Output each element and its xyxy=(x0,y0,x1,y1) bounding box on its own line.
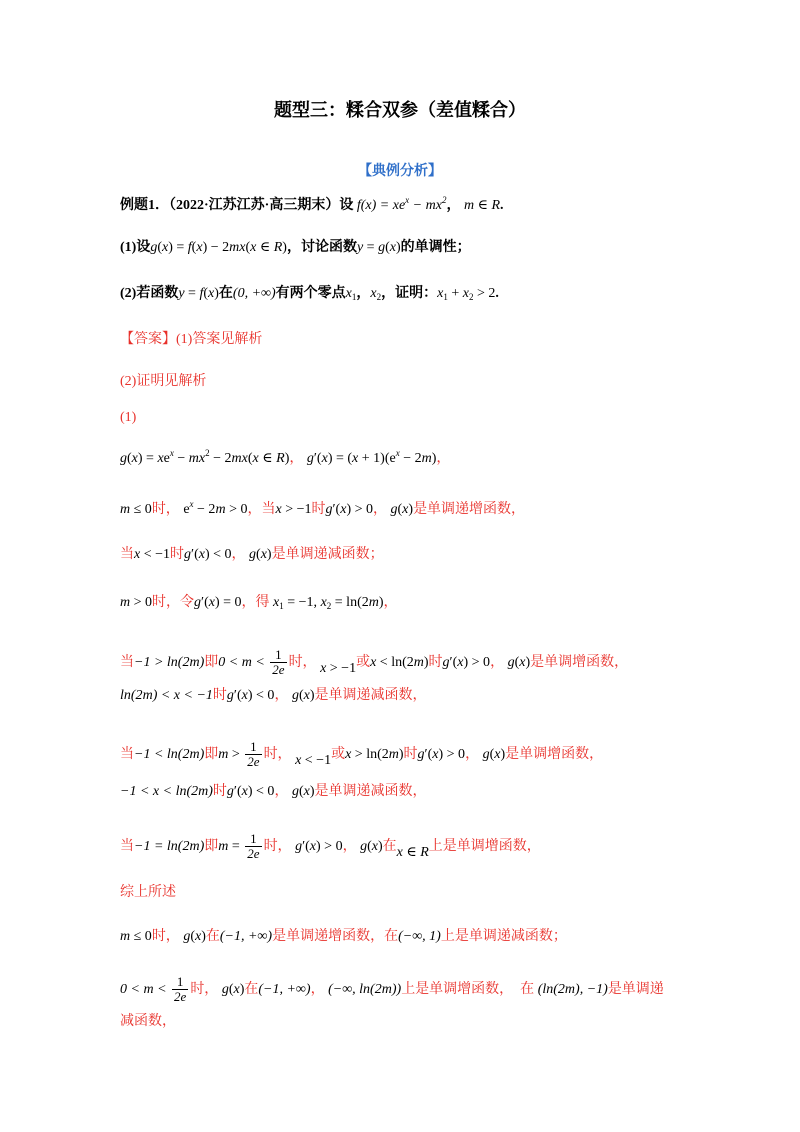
summary-label: 综上所述 xyxy=(120,885,176,900)
solution-line-3: 当x < −1时g′(x) < 0， g(x)是单调递减函数； xyxy=(120,547,384,562)
solution-line-4: m > 0时，令g′(x) = 0，得 $x_1 = -1$, $x_2 = \ln(2m)$， xyxy=(120,595,398,611)
formula-g-def: g(x) = f(x) − 2mx(x ∈ R) xyxy=(150,240,287,255)
question-1: (1)设g(x) = f(x) − 2mx(x ∈ R)，讨论函数y = g(x)的单调性； xyxy=(120,240,471,255)
formula-f: f xyxy=(356,198,361,213)
solution-line-7: 当−1 < ln(2m)即m > $\frac{1}{2e}$ 时， x < −1或x > ln(2m)时g′(x) > 0， g(x)是单调增函数， xyxy=(120,739,604,770)
example-statement: 例题1．（2022·江苏江苏·高三期末）设 $f(x) = xe^x - mx^2$， m ∈ R. xyxy=(120,195,504,213)
solution-line-10: m ≤ 0时， g(x)在(−1, +∞)是单调递增函数，在(−∞, 1)上是单调递减函数； xyxy=(120,929,567,944)
solution-line-1: $g(x) = xe^x - mx^2 - 2mx(x$ ∈ R)， $g'(x) = (x + 1)(e^x - 2m)$， xyxy=(120,448,451,466)
solution-line-5: 当−1 > ln(2m)即0 < m < $\frac{1}{2e}$ 时， x > −1或x < ln(2m)时g′(x) > 0， g(x)是单调增函数， xyxy=(120,647,629,678)
solution-line-11: 0 < m < $\frac{1}{2e}$ 时， g(x)在(−1, +∞)， (−∞, ln(2m))上是单调增函数， 在 (ln(2m), −1)是单调递 xyxy=(120,974,664,1005)
section-heading: 【典例分析】 xyxy=(358,164,442,179)
answer-tag: 【答案】 xyxy=(120,332,176,347)
fraction-1-over-2e: $\frac{1}{2e}$ xyxy=(174,974,187,1005)
solution-line-6: ln(2m) < x < −1时g′(x) < 0， g(x)是单调递减函数， xyxy=(120,688,427,703)
answer-line: 【答案】(1)答案见解析 xyxy=(120,332,263,347)
fraction-1-over-2e: $\frac{1}{2e}$ xyxy=(247,831,260,862)
analysis-label: (1) xyxy=(120,410,137,425)
example-lead: 例题1．（2022·江苏江苏·高三期末）设 xyxy=(120,198,354,213)
fraction-1-over-2e: $\frac{1}{2e}$ xyxy=(247,739,260,770)
fraction-1-over-2e: $\frac{1}{2e}$ xyxy=(272,647,285,678)
solution-line-2: m ≤ 0时， $e^x - 2m > 0$，当x > −1时g′(x) > 0， g(x)是单调递增函数， xyxy=(120,499,526,517)
solution-line-12: 减函数， xyxy=(120,1014,176,1029)
solution-line-8: −1 < x < ln(2m)时g′(x) < 0， g(x)是单调递减函数， xyxy=(120,784,427,799)
solution-line-9: 当−1 = ln(2m)即m = $\frac{1}{2e}$ 时， g′(x) > 0， g(x)在x ∈ R上是单调增函数， xyxy=(120,831,541,862)
page-title: 题型三：糅合双参（差值糅合） xyxy=(274,100,526,121)
answer-line-2: (2)证明见解析 xyxy=(120,374,207,389)
question-2: (2)若函数y = f(x)在(0, +∞)有两个零点$x_1$，$x_2$，证明：$x_1 + x_2 > 2$. xyxy=(120,286,499,302)
